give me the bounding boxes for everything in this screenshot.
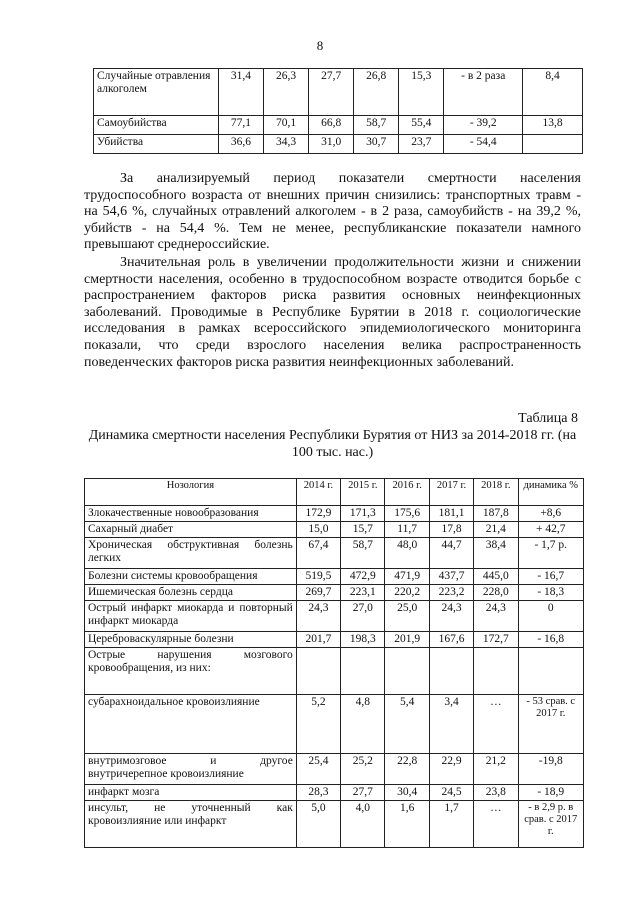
table-cell: … xyxy=(474,801,518,848)
row-label: Сахарный диабет xyxy=(85,522,297,538)
row-label: Случайные отравления алкоголем xyxy=(94,69,219,116)
row-label: Цереброваскулярные болезни xyxy=(85,632,297,648)
table-row xyxy=(85,632,584,648)
header-year: 2015 г. xyxy=(341,479,385,506)
table-cell: 26,3 xyxy=(263,69,308,116)
table-cell xyxy=(429,648,473,695)
table-cell xyxy=(296,648,340,695)
table-cell: 223,1 xyxy=(341,585,385,601)
table-cell: 445,0 xyxy=(474,569,518,585)
header-year: 2017 г. xyxy=(429,479,473,506)
table-cell: 24,3 xyxy=(429,601,473,632)
header-year: 2016 г. xyxy=(385,479,429,506)
table-title: Динамика смертности населения Республики Бурятия от НИЗ за 2014-2018 гг. (на 100 тыс. нас.) xyxy=(88,428,577,460)
table-cell: 181,1 xyxy=(429,506,473,522)
table-cell: 201,7 xyxy=(296,632,340,648)
table-cell: - 16,8 xyxy=(518,632,583,648)
row-label: Убийства xyxy=(94,135,219,154)
table-cell: 22,9 xyxy=(429,754,473,785)
table-cell: 198,3 xyxy=(341,632,385,648)
row-label: инфаркт мозга xyxy=(85,785,297,801)
table-cell: - 18,3 xyxy=(518,585,583,601)
header-year: 2018 г. xyxy=(474,479,518,506)
table-cell: + 42,7 xyxy=(518,522,583,538)
table-cell: 34,3 xyxy=(263,135,308,154)
table-cell: 13,8 xyxy=(523,116,583,135)
table-cell: 201,9 xyxy=(385,632,429,648)
table-cell: 22,8 xyxy=(385,754,429,785)
table-cell: 28,3 xyxy=(296,785,340,801)
table-cell: 30,4 xyxy=(385,785,429,801)
table-cell xyxy=(385,648,429,695)
row-label: Болезни системы кровообращения xyxy=(85,569,297,585)
page-number: 8 xyxy=(316,38,324,53)
table-cell: 48,0 xyxy=(385,538,429,569)
ncd-mortality-table xyxy=(84,478,584,848)
table-cell: 24,3 xyxy=(296,601,340,632)
table-cell: 66,8 xyxy=(309,116,354,135)
table-cell: 11,7 xyxy=(385,522,429,538)
table-cell: 77,1 xyxy=(218,116,263,135)
row-label: Злокачественные новообразования xyxy=(85,506,297,522)
table-row xyxy=(85,754,584,785)
table-cell: 44,7 xyxy=(429,538,473,569)
table-row xyxy=(94,116,583,135)
table-cell: 67,4 xyxy=(296,538,340,569)
table-row xyxy=(85,785,584,801)
table-cell: 519,5 xyxy=(296,569,340,585)
table-cell: 24,3 xyxy=(474,601,518,632)
table-cell: 269,7 xyxy=(296,585,340,601)
row-label: внутримозговое и другое внутричерепное кровоизлияние xyxy=(85,754,297,785)
table-cell: 223,2 xyxy=(429,585,473,601)
row-label: Острый инфаркт миокарда и повторный инфаркт миокарда xyxy=(85,601,297,632)
table-cell: 23,7 xyxy=(399,135,444,154)
table-cell: 25,4 xyxy=(296,754,340,785)
table-cell: 5,2 xyxy=(296,695,340,754)
table-cell: 172,7 xyxy=(474,632,518,648)
table-cell: 3,4 xyxy=(429,695,473,754)
table-cell xyxy=(341,648,385,695)
table-cell: 55,4 xyxy=(399,116,444,135)
table-cell: - в 2 раза xyxy=(444,69,523,116)
table-cell: 15,0 xyxy=(296,522,340,538)
paragraph: Значительная роль в увеличении продолжительности жизни и снижении смертности населения, особенно в трудоспособном возрасте отводится борьбе с распространением факторов риска развития основных неинфекционных заболеваний. Проводимые в Республике Бурятии в 2018 г. социологические исследования в рамках всероссийского эпидемиологического мониторинга показали, что среди взрослого населения велика распространенность поведенческих факторов риска развития неинфекционных заболеваний. xyxy=(84,255,581,370)
table-cell: 58,7 xyxy=(341,538,385,569)
row-label: субарахноидальное кровоизлияние xyxy=(85,695,297,754)
table-cell: 172,9 xyxy=(296,506,340,522)
table-cell xyxy=(518,648,583,695)
table-row xyxy=(85,522,584,538)
table-cell: 36,6 xyxy=(218,135,263,154)
header-dynamics: динамика % xyxy=(518,479,583,506)
table-row xyxy=(85,695,584,754)
table-header-row xyxy=(85,479,584,506)
table-cell: 187,8 xyxy=(474,506,518,522)
table-cell: 30,7 xyxy=(354,135,399,154)
table-row xyxy=(85,601,584,632)
table-cell: 175,6 xyxy=(385,506,429,522)
table-cell: - 39,2 xyxy=(444,116,523,135)
table-label: Таблица 8 xyxy=(518,411,578,426)
table-cell: - 1,7 р. xyxy=(518,538,583,569)
row-label: Хроническая обструктивная болезнь легких xyxy=(85,538,297,569)
table-row xyxy=(94,135,583,154)
table-cell: - 18,9 xyxy=(518,785,583,801)
table-cell: 5,0 xyxy=(296,801,340,848)
table-cell: 27,0 xyxy=(341,601,385,632)
table-cell: 17,8 xyxy=(429,522,473,538)
paragraph: За анализируемый период показатели смертности населения трудоспособного возраста от внешних причин снизились: транспортных травм - на 54,6 %, случайных отравлений алкоголем - в 2 раза, самоубийств - на 39,2 %, убийств - на 54,4 %. Тем не менее, республиканские показатели намного превышают среднероссийские. xyxy=(84,171,581,253)
table-cell: 5,4 xyxy=(385,695,429,754)
table-cell: 220,2 xyxy=(385,585,429,601)
external-causes-table xyxy=(93,68,583,154)
table-row xyxy=(85,506,584,522)
table-cell: 24,5 xyxy=(429,785,473,801)
table-cell: 167,6 xyxy=(429,632,473,648)
table-cell: 23,8 xyxy=(474,785,518,801)
table-cell: 15,7 xyxy=(341,522,385,538)
table-cell: 437,7 xyxy=(429,569,473,585)
table-row xyxy=(85,801,584,848)
table-cell: 15,3 xyxy=(399,69,444,116)
header-year: 2014 г. xyxy=(296,479,340,506)
table-cell: 21,2 xyxy=(474,754,518,785)
table-cell: 31,0 xyxy=(309,135,354,154)
table-cell: - 16,7 xyxy=(518,569,583,585)
table-cell: 1,6 xyxy=(385,801,429,848)
table-cell: … xyxy=(474,695,518,754)
table-cell: 472,9 xyxy=(341,569,385,585)
table-cell: 25,2 xyxy=(341,754,385,785)
table-cell: 471,9 xyxy=(385,569,429,585)
table-cell: -19,8 xyxy=(518,754,583,785)
table-cell: 228,0 xyxy=(474,585,518,601)
table-row xyxy=(85,538,584,569)
table-cell: +8,6 xyxy=(518,506,583,522)
table-cell: 27,7 xyxy=(341,785,385,801)
row-label: Ишемическая болезнь сердца xyxy=(85,585,297,601)
table-cell: 38,4 xyxy=(474,538,518,569)
table-cell: - 53 срав. с 2017 г. xyxy=(518,695,583,754)
table-cell xyxy=(523,135,583,154)
header-nosology: Нозология xyxy=(85,479,297,506)
table-cell: 70,1 xyxy=(263,116,308,135)
table-row xyxy=(85,585,584,601)
table-row xyxy=(85,648,584,695)
table-cell: - 54,4 xyxy=(444,135,523,154)
row-label: Самоубийства xyxy=(94,116,219,135)
row-label: Острые нарушения мозгового кровообращения, из них: xyxy=(85,648,297,695)
table-cell: - в 2,9 р. в срав. с 2017 г. xyxy=(518,801,583,848)
table-row xyxy=(94,69,583,116)
table-cell: 31,4 xyxy=(218,69,263,116)
table-cell: 1,7 xyxy=(429,801,473,848)
table-cell: 26,8 xyxy=(354,69,399,116)
table-cell: 21,4 xyxy=(474,522,518,538)
table-cell xyxy=(474,648,518,695)
table-cell: 8,4 xyxy=(523,69,583,116)
table-cell: 58,7 xyxy=(354,116,399,135)
table-row xyxy=(85,569,584,585)
table-cell: 25,0 xyxy=(385,601,429,632)
table-cell: 4,8 xyxy=(341,695,385,754)
table-cell: 4,0 xyxy=(341,801,385,848)
row-label: инсульт, не уточненный как кровоизлияние или инфаркт xyxy=(85,801,297,848)
table-cell: 171,3 xyxy=(341,506,385,522)
table-cell: 0 xyxy=(518,601,583,632)
table-cell: 27,7 xyxy=(309,69,354,116)
